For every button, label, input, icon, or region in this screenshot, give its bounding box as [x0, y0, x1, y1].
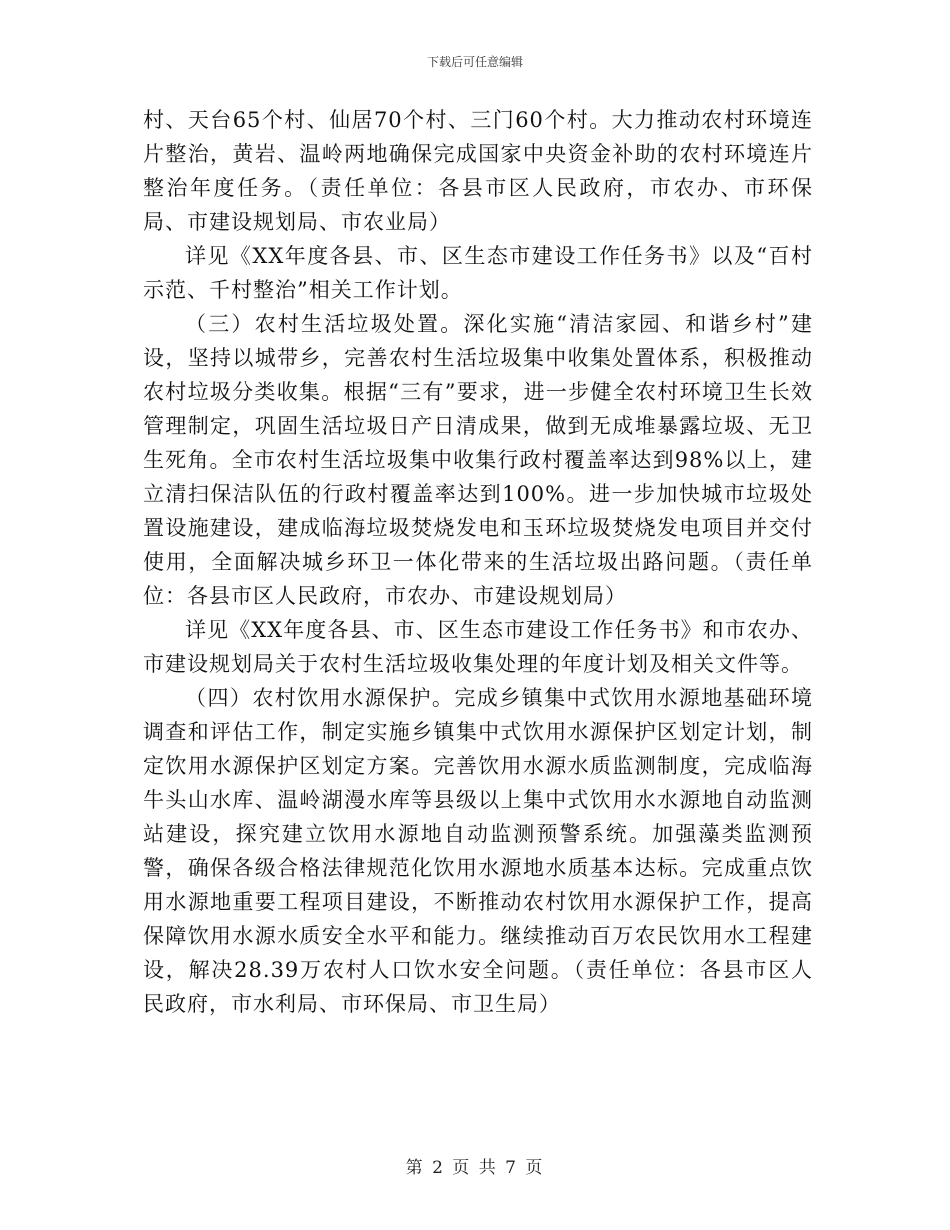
page-header: 下载后可任意编辑	[426, 55, 523, 69]
page-number: 第 2 页 共 7 页	[405, 1158, 545, 1178]
paragraph-continuation: 村、天台65个村、仙居70个村、三门60个村。大力推动农村环境连片整治，黄岩、温岭两地确保完成国家中央资金补助的农村环境连片整治年度任务。（责任单位：各县市区人民政府，市农办、市环保局、市建设规划局、市农业局）	[143, 108, 813, 234]
document-body	[143, 103, 813, 1021]
paragraph-section-4: （四）农村饮用水源保护。完成乡镇集中式饮用水源地基础环境调查和评估工作，制定实施乡镇集中式饮用水源保护区划定计划，制定饮用水源保护区划定方案。完善饮用水源水质监测制度，完成临海牛头山水库、温岭湖漫水库等县级以上集中式饮用水水源地自动监测站建设，探究建立饮用水源地自动监测预警系统。加强藻类监测预警，确保各级合格法律规范化饮用水源地水质基本达标。完成重点饮用水源地重要工程项目建设，不断推动农村饮用水源保护工作，提高保障饮用水源水质安全水平和能力。继续推动百万农民饮用水工程建设，解决28.39万农村人口饮水安全问题。（责任单位：各县市区人民政府，市水利局、市环保局、市卫生局）	[143, 686, 813, 1016]
paragraph-reference-1: 详见《XX年度各县、市、区生态市建设工作任务书》以及“百村示范、千村整治”相关工作计划。	[143, 244, 813, 302]
paragraph-section-3: （三）农村生活垃圾处置。深化实施“清洁家园、和谐乡村”建设，坚持以城带乡，完善农村生活垃圾集中收集处置体系，积极推动农村垃圾分类收集。根据“三有”要求，进一步健全农村环境卫生长效管理制定，巩固生活垃圾日产日清成果，做到无成堆暴露垃圾、无卫生死角。全市农村生活垃圾集中收集行政村覆盖率达到98%以上，建立清扫保洁队伍的行政村覆盖率达到100%。进一步加快城市垃圾处置设施建设，建成临海垃圾焚烧发电和玉环垃圾焚烧发电项目并交付使用，全面解决城乡环卫一体化带来的生活垃圾出路问题。（责任单位：各县市区人民政府，市农办、市建设规划局）	[143, 312, 813, 608]
paragraph-reference-2: 详见《XX年度各县、市、区生态市建设工作任务书》和市农办、市建设规划局关于农村生活垃圾收集处理的年度计划及相关文件等。	[143, 618, 813, 676]
